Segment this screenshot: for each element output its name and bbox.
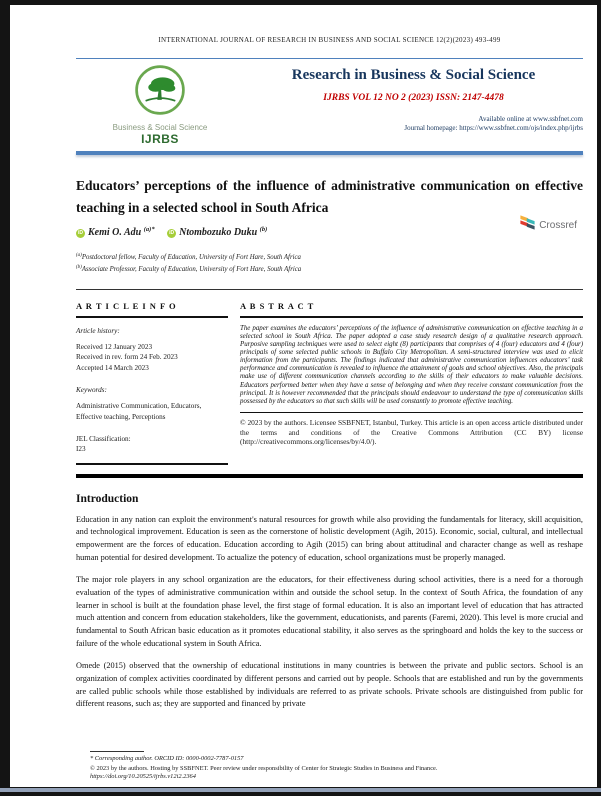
history-accepted: Accepted 14 March 2023	[76, 363, 149, 372]
affiliation-1-text: Postdoctoral fellow, Faculty of Education, University of Fort Hare, South Africa	[81, 254, 301, 261]
affiliations	[76, 251, 583, 274]
article-info-rule-bottom	[76, 463, 228, 465]
intro-paragraph-1: Education in any nation can exploit the environment's natural resources for growth while also providing the fundamentals for literacy, skill acquisition, and technological improvement. Education is seen as the cornerstone of holistic development (Agih, 2015). Economic, social, cultural, and intellectual empowerment are the forces of education. Education according to Agih (2015) can bring about attitudinal and character change as well as reshape human potential for desired development. To actualize the potency of education, school organizations must be properly managed.	[76, 514, 583, 563]
jel-value: I23	[76, 445, 86, 453]
article-info-heading: A R T I C L E I N F O	[76, 301, 177, 311]
article-info-column	[76, 301, 228, 465]
author-1-affil-mark: (a)*	[143, 226, 155, 233]
affiliation-1	[76, 251, 583, 263]
orcid-icon[interactable]: iD	[169, 230, 175, 236]
doi-link[interactable]: https://doi.org/10.20525/ijrbs.v12i2.2364	[90, 773, 196, 781]
info-abstract-section	[76, 301, 583, 465]
section-divider-thick	[76, 474, 583, 478]
footnote-rule	[90, 751, 144, 752]
crossref-icon	[519, 214, 536, 236]
keywords-list: Administrative Communication, Educators, Effective teaching, Perceptions	[76, 402, 202, 421]
author-2	[167, 227, 267, 238]
license-text[interactable]: © 2023 by the authors. Licensee SSBFNET, Istanbul, Turkey. This article is an open access article distributed under the terms and conditions of the Creative Commons Attribution (CC BY) license (http://creativecommons.org/licenses/by/4.0/).	[240, 418, 583, 447]
author-1	[76, 227, 155, 238]
history-received: Received 12 January 2023	[76, 342, 153, 351]
journal-header	[76, 61, 583, 146]
authors	[76, 226, 277, 238]
history-label: Article history:	[76, 326, 120, 335]
logo-acronym: IJRBS	[141, 132, 179, 146]
article-info-rule-top	[76, 316, 228, 318]
abstract-column	[240, 301, 583, 465]
journal-homepage-link[interactable]: Journal homepage: https://www.ssbfnet.com/ojs/index.php/ijrbs	[404, 124, 583, 132]
abstract-heading: A B S T R A C T	[240, 301, 315, 311]
author-1-name: Kemi O. Adu	[88, 227, 142, 238]
byline-row	[76, 219, 583, 238]
history-revised: Received in rev. form 24 Feb. 2023	[76, 353, 178, 361]
abstract-rule-top	[240, 316, 583, 318]
article-page	[10, 5, 597, 787]
tree-logo-icon	[133, 104, 187, 121]
issue-issn-line: IJRBS VOL 12 NO 2 (2023) ISSN: 2147-4478	[323, 93, 504, 103]
journal-masthead	[244, 61, 583, 146]
abstract-text: The paper examines the educators’ perceptions of the influence of administrative communication on effective teaching in a selected school in South Africa. The paper adopted a case study research design of a qualitative research approach. Purposive sampling techniques were used to select eight (8) participants that comprises of 4 (four) educators and 4 (four) principals of some selected public schools in Buffalo City Metropolitan. A semi-structured interview was used to elicit information from the participants. The findings indicated that administrative communication influences educators’ task performance and communication is revealed to influence the attainment of goals and school objectives. Also, the principals make use of different communication channels according to the skills of their educators to make valuable decisions. Educators performed better when they have a sense of belonging and when they receive constant communication from the principal. It is however recommended that the principals should endeavour to understand the type of communication skills possessed by the educators so that such skills will be used constantly to promote effective teaching.	[240, 324, 583, 405]
affiliation-1-mark: (a)	[76, 253, 82, 258]
corresponding-author-note: * Corresponding author. ORCID ID: 0000-0002-7787-0157	[90, 755, 244, 763]
crossref-badge[interactable]	[519, 214, 577, 236]
header-divider-thin	[76, 58, 583, 59]
byline-divider	[76, 289, 583, 290]
page-footnote	[90, 751, 583, 782]
affiliation-2-mark: (b)	[76, 264, 82, 270]
orcid-icon[interactable]: iD	[78, 230, 83, 236]
author-2-affil-mark: (b)	[259, 226, 268, 233]
hosting-copyright-note: © 2023 by the authors. Hosting by SSBFNET. Peer review under responsibility of Center for Strategic Studies in Business and Finance.	[90, 764, 438, 772]
affiliation-2	[76, 263, 583, 275]
license-divider	[240, 412, 583, 413]
author-2-name: Ntombozuko Duku	[179, 227, 258, 238]
logo-caption: Business & Social Science	[112, 123, 208, 132]
jel-label: JEL Classification:	[76, 435, 131, 443]
keywords-label: Keywords:	[76, 386, 107, 394]
journal-logo	[76, 61, 244, 146]
running-head: INTERNATIONAL JOURNAL OF RESEARCH IN BUSINESS AND SOCIAL SCIENCE 12(2)(2023) 493-499	[158, 36, 501, 44]
introduction-heading: Introduction	[76, 492, 139, 505]
intro-paragraph-3: Omede (2015) observed that the ownership of educational institutions in many countries is between the private and public sectors. School is an organization of complex activities coordinated by different persons and carried out by people. Schools that are established and run by the governments are called public schools while those established by individuals are referred to as private schools. Private schools are distinguished from public for different reasons, such as; they are supported and financed by private	[76, 660, 583, 709]
available-online-text: Available online at www.ssbfnet.com	[478, 115, 583, 123]
scan-bottom-strip	[0, 788, 601, 792]
article-title: Educators’ perceptions of the influence of administrative communication on effective teaching in a selected school in South Africa	[76, 178, 583, 215]
header-divider-thick	[76, 151, 583, 155]
affiliation-2-text: Associate Professor, Faculty of Education, University of Fort Hare, South Africa	[81, 265, 302, 273]
crossref-label: Crossref	[539, 219, 577, 231]
history-lines	[76, 342, 228, 374]
intro-paragraph-2: The major role players in any school organization are the educators, for their effectiveness during school activities, there is a need for a thorough evaluation of the types of administrative communication within and outside the school setup. In the context of South Africa, the foundation of any learner in school is built at the foundation phase level, the first stage of formal education. It is also an important level of education that has attracted much attention and concern from education stakeholders, like the government, educationists, and parents (Faremi, 2020). This level is more crucial and fundamental to South African basic education as it promotes educational stability, it also serves as the springboard and holds the key to the success or failure of the whole educational system in South Africa.	[76, 574, 583, 649]
journal-title: Research in Business & Social Science	[291, 67, 536, 83]
